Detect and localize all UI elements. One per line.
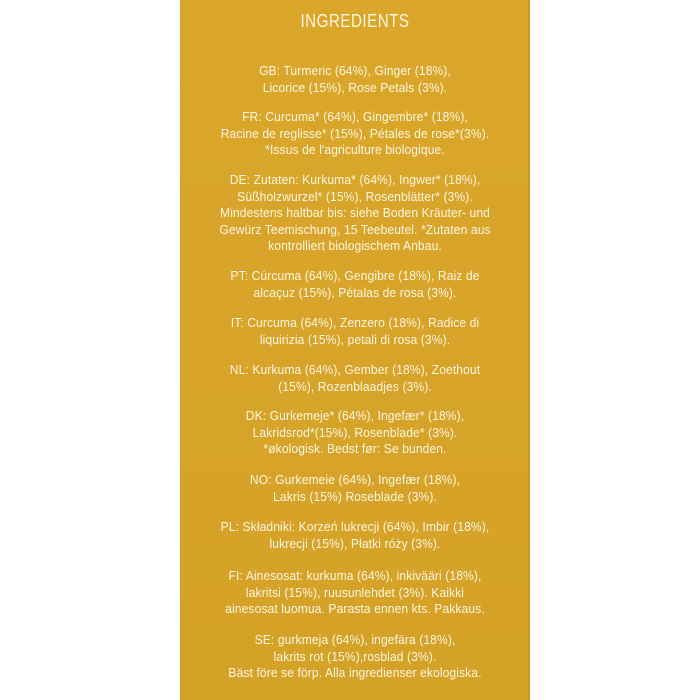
section-line: *økologisk. Bedst før: Se bunden. (263, 441, 447, 456)
section-line: Gewürz Teemischung, 15 Teebeutel. *Zutaten aus (219, 221, 491, 237)
section-line: DE: Zutaten: Kurkuma* (64%), Ingwer* (18%), (229, 172, 481, 187)
section-pt (180, 268, 530, 301)
section-line: lakritsi (15%), ruusunlehdet (3%). Kaikki (245, 584, 465, 600)
section-line: IT: Curcuma (64%), Zenzero (18%), Radice di (230, 315, 480, 330)
section-line: alcaçuz (15%), Pétalas de rosa (3%). (253, 284, 457, 300)
section-it (180, 315, 530, 348)
section-line: Licorice (15%), Rose Petals (3%). (262, 79, 448, 95)
section-line: DK: Gurkemeje* (64%), Ingefær* (18%), (245, 408, 465, 423)
section-fi (180, 568, 530, 618)
section-line: *Issus de l'agriculture biologique. (265, 142, 445, 157)
section-line: (15%), Rozenblaadjes (3%). (278, 378, 432, 394)
section-line: Lakris (15%) Roseblade (3%). (273, 488, 437, 504)
section-line: PL: Składniki: Korzeń lukrecji (64%), Imbir (18%), (220, 519, 490, 534)
section-line: Racine de reglisse* (15%), Pétales de rose*(3%). (220, 125, 490, 141)
section-line: kontrolliert biologischem Anbau. (268, 238, 442, 253)
section-nl (180, 362, 530, 395)
section-de (180, 172, 530, 255)
section-line: Bäst före se förp. Alla ingredienser ekologiska. (228, 665, 482, 680)
section-line: liquirizia (15%), petali di rosa (3%). (259, 331, 451, 347)
section-dk (180, 408, 530, 458)
section-line: NO: Gurkemeie (64%), Ingefær (18%), (249, 472, 461, 487)
section-gb (180, 63, 530, 96)
section-line: ainesosat luomua. Parasta ennen kts. Pakkaus. (225, 601, 485, 616)
section-line: FI: Ainesosat: kurkuma (64%), inkivääri (18%), (228, 568, 482, 583)
section-pl (180, 519, 530, 552)
section-line: Süßholzwurzel* (15%), Rosenblätter* (3%). (237, 188, 473, 204)
section-line: NL: Kurkuma (64%), Gember (18%), Zoethout (229, 362, 481, 377)
section-no (180, 472, 530, 505)
section-line: GB: Turmeric (64%), Ginger (18%), (259, 63, 451, 78)
section-line: SE: gurkmeja (64%), ingefära (18%), (254, 632, 456, 647)
section-line: FR: Curcuma* (64%), Gingembre* (18%), (242, 109, 468, 124)
ingredients-title: INGREDIENTS (300, 10, 410, 31)
section-line: PT: Cúrcuma (64%), Gengibre (18%), Raiz de (230, 268, 480, 283)
section-line: lukrecji (15%), Płatki róży (3%). (269, 535, 441, 551)
section-line: lakrits rot (15%),rosblad (3%). (273, 648, 437, 664)
section-se (180, 632, 530, 682)
section-line: Mindestens haltbar bis: siehe Boden Kräuter- und (220, 205, 490, 220)
ingredients-panel (180, 0, 530, 700)
section-fr (180, 109, 530, 159)
section-line: Lakridsrod*(15%), Rosenblade* (3%). (252, 424, 458, 440)
